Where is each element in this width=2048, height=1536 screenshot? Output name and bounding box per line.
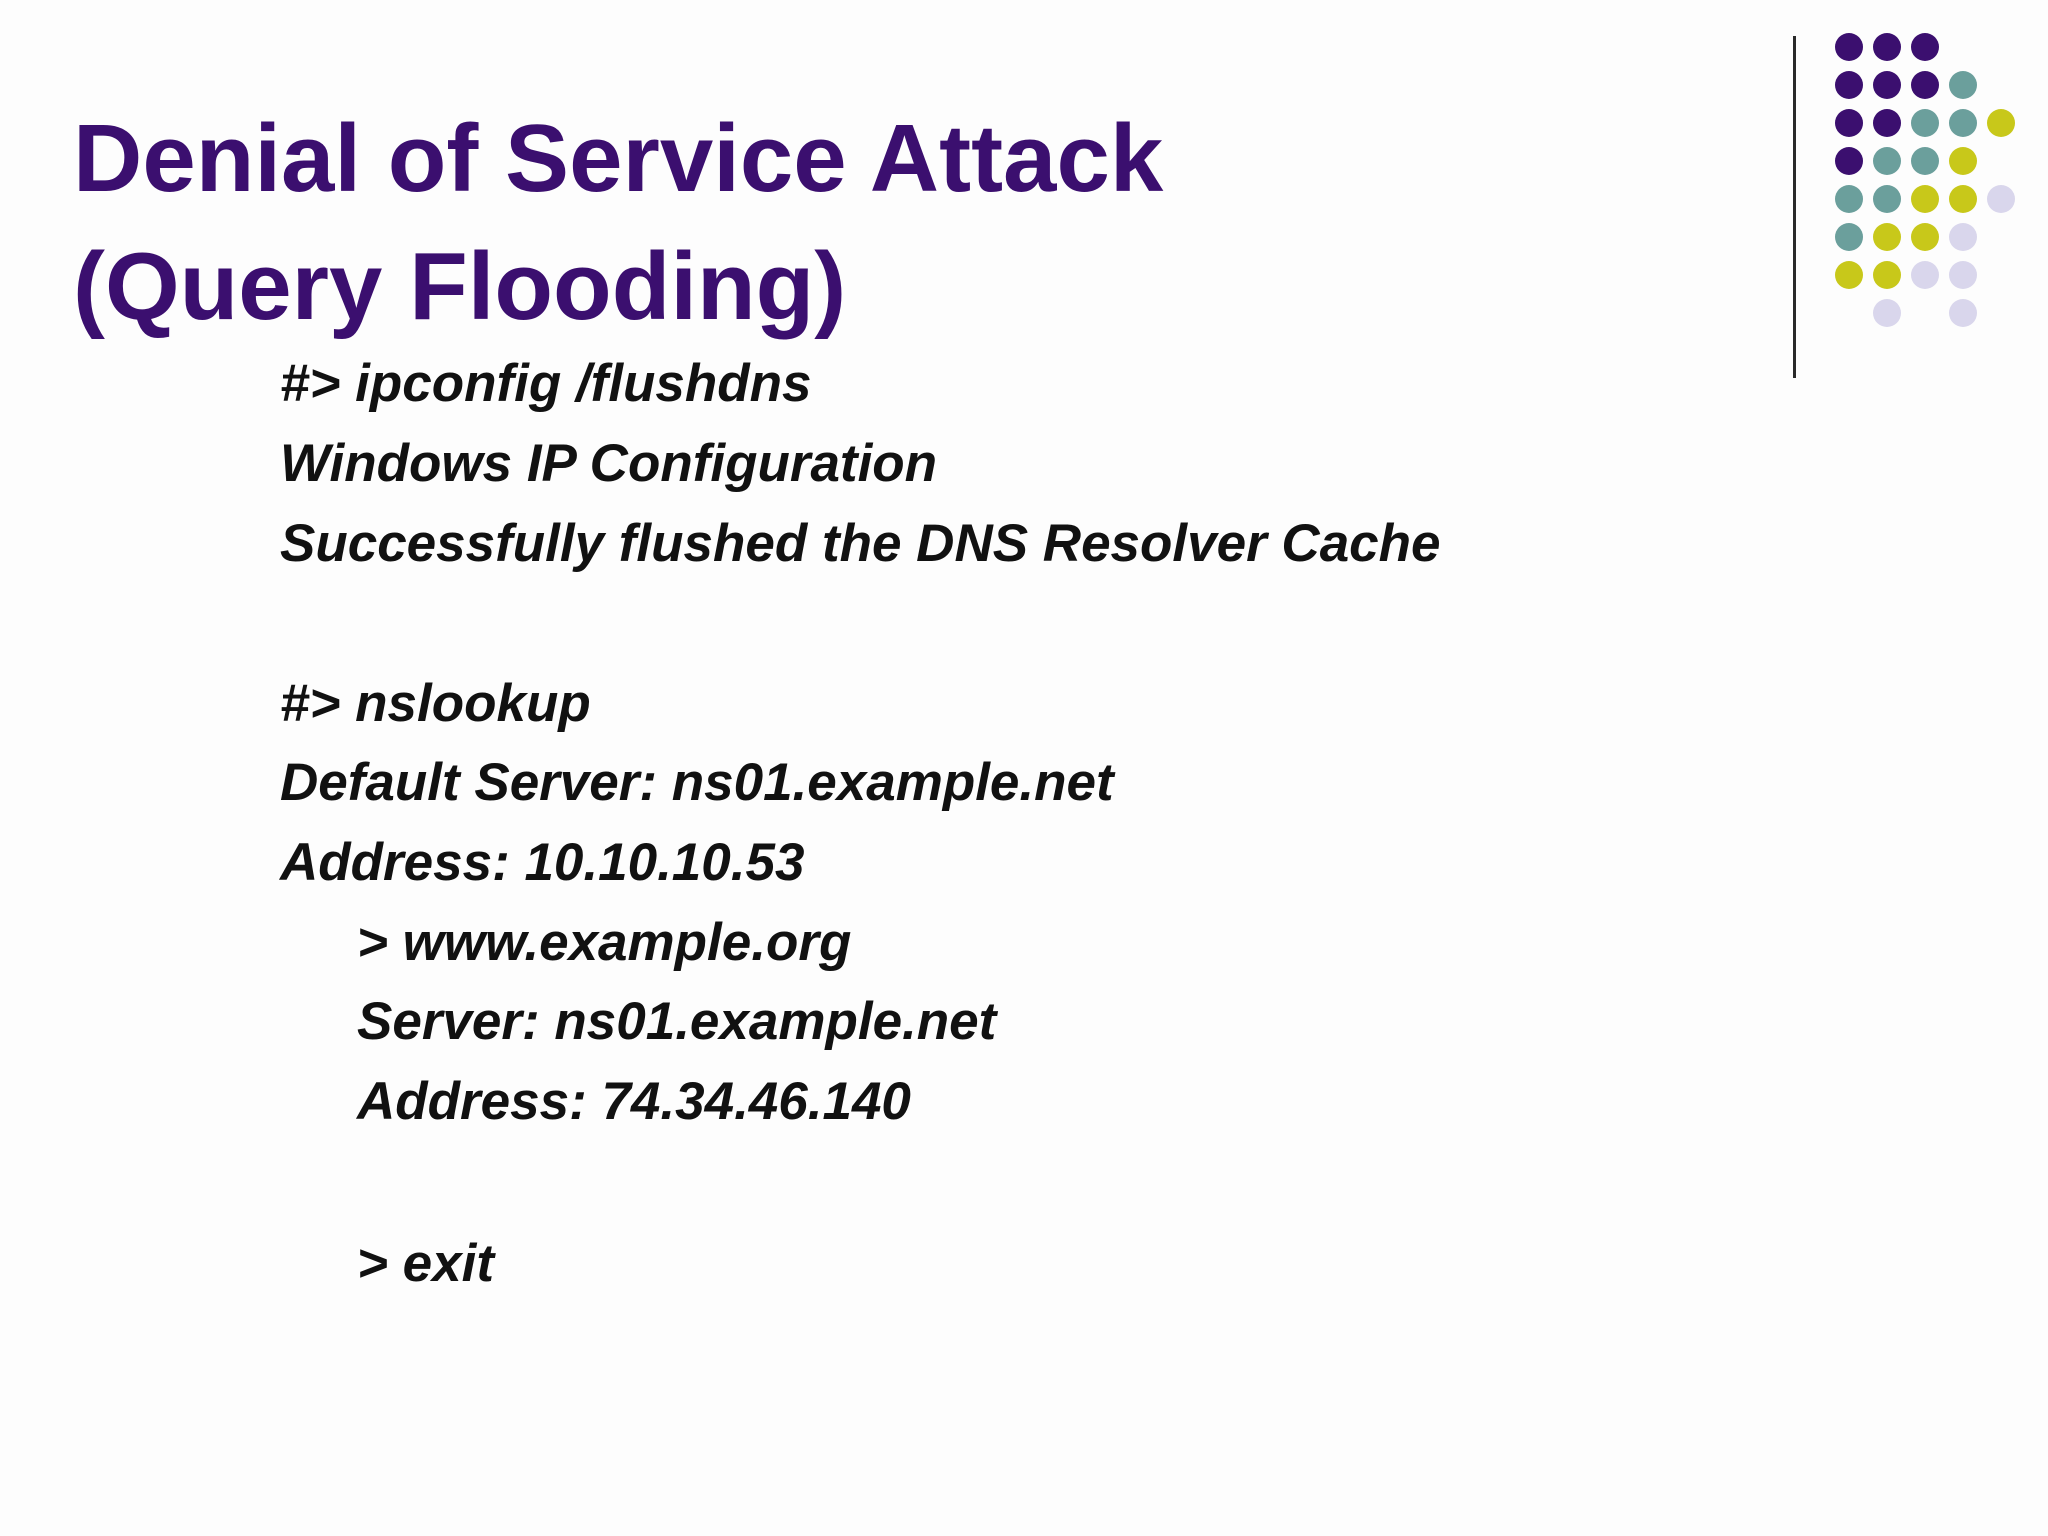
decorative-dot-purple [1911,71,1939,99]
output-default-server: Default Server: ns01.example.net [280,753,1114,812]
decorative-dot-lime [1911,223,1939,251]
decorative-dot-lavender [1949,223,1977,251]
output-windows-ip-configuration: Windows IP Configuration [280,434,938,493]
title-line-1: Denial of Service Attack [73,105,1164,212]
decorative-dot-purple [1873,71,1901,99]
decorative-dot-lavender [1949,261,1977,289]
decorative-dot-purple [1873,33,1901,61]
title-line-2: (Query Flooding) [73,233,847,340]
command-nslookup: #> nslookup [280,674,591,733]
decorative-dot-purple [1835,109,1863,137]
decorative-dot-lime [1911,185,1939,213]
decorative-dot-teal [1835,223,1863,251]
decorative-dot-teal [1949,109,1977,137]
decorative-dot-lavender [1873,299,1901,327]
decorative-dot-teal [1873,185,1901,213]
decorative-dot-teal [1873,147,1901,175]
command-exit: > exit [357,1234,495,1293]
decorative-dot-teal [1911,147,1939,175]
decorative-dot-purple [1873,109,1901,137]
decorative-dot-lime [1873,261,1901,289]
output-default-address: Address: 10.10.10.53 [280,833,805,892]
decorative-dot-teal [1949,71,1977,99]
decorative-dot-lavender [1949,299,1977,327]
output-server: Server: ns01.example.net [357,992,997,1051]
output-flushed-cache: Successfully flushed the DNS Resolver Cache [280,514,1441,573]
decorative-dot-lime [1873,223,1901,251]
output-address: Address: 74.34.46.140 [357,1072,911,1131]
decorative-dot-purple [1835,147,1863,175]
decorative-dot-purple [1911,33,1939,61]
decorative-dot-teal [1835,185,1863,213]
decorative-dot-purple [1835,33,1863,61]
query-www-example-org: > www.example.org [357,913,852,972]
decorative-dot-lime [1949,147,1977,175]
command-ipconfig: #> ipconfig /flushdns [280,354,812,413]
decorative-dot-lime [1987,109,2015,137]
decorative-dot-lavender [1987,185,2015,213]
decorative-dot-grid [0,0,2048,400]
decorative-dot-teal [1911,109,1939,137]
decorative-dot-lime [1949,185,1977,213]
decorative-dot-lavender [1911,261,1939,289]
decorative-dot-purple [1835,71,1863,99]
decorative-dot-lime [1835,261,1863,289]
